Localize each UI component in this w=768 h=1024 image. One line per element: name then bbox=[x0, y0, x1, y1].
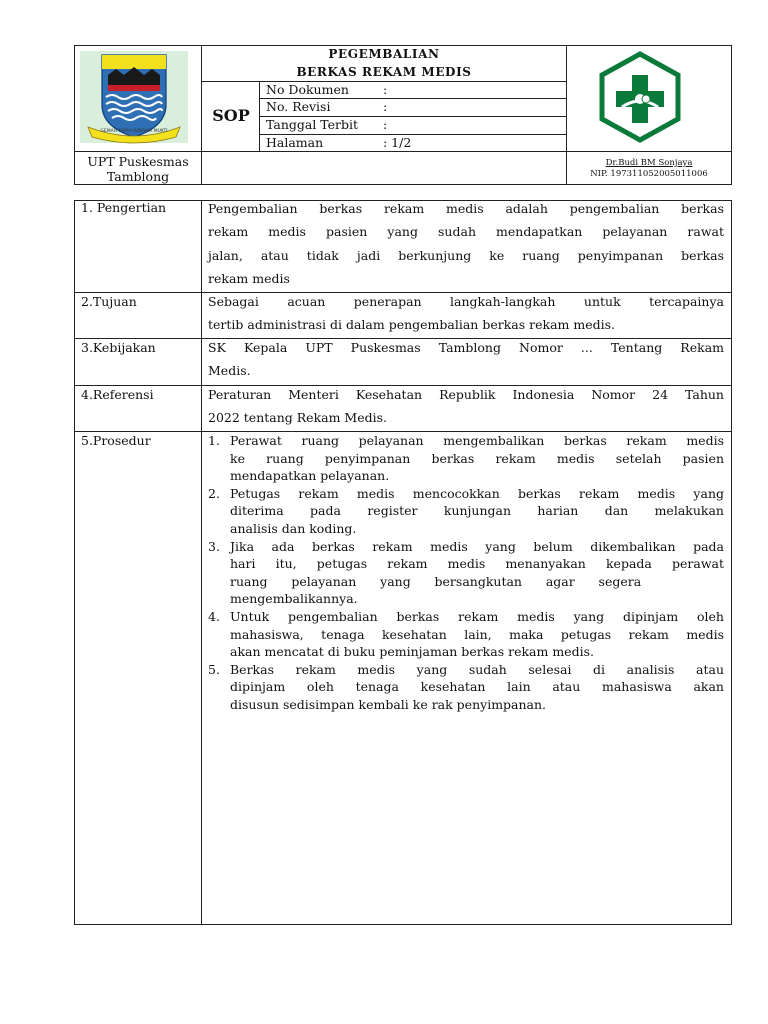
text-line: Sebagai acuan penerapan langkah-langkah untuk tercapainya bbox=[208, 294, 724, 309]
text-line: Untuk pengembalian berkas rekam medis yang dipinjam oleh bbox=[230, 608, 724, 624]
meta-label-tanggal-terbit: Tanggal Terbit bbox=[266, 117, 359, 132]
section-label-kebijakan: 3.Kebijakan bbox=[81, 340, 156, 355]
meta-label-no-revisi: No. Revisi bbox=[266, 99, 331, 114]
text-line: SK Kepala UPT Puskesmas Tamblong Nomor ... Tentang Rekam bbox=[208, 340, 724, 355]
text-line: hari itu, petugas rekam medis menanyakan kepada perawat bbox=[230, 556, 724, 572]
organization-name bbox=[75, 154, 201, 184]
text-line: Perawat ruang pelayanan mengembalikan berkas rekam medis bbox=[230, 433, 724, 448]
text-line: diterima pada register kunjungan harian dan melakukan bbox=[230, 503, 724, 519]
text-line: Medis. bbox=[208, 363, 251, 379]
signer-name: Dr.Budi BM Sonjaya bbox=[605, 158, 693, 168]
meta-value-no-dokumen: : bbox=[383, 82, 388, 97]
text-line: tertib administrasi di dalam pengembalian berkas rekam medis. bbox=[208, 317, 615, 333]
text-line: Berkas rekam medis yang sudah selesai di analisis atau bbox=[230, 661, 724, 677]
section-label-pengertian: 1. Pengertian bbox=[81, 200, 167, 215]
text-line: rekam medis bbox=[208, 270, 290, 286]
logo-banner-text: GEMAH RIPAH WIBAWA MUKTI bbox=[100, 129, 168, 134]
step-number: 3. bbox=[208, 538, 220, 554]
procedure-step bbox=[208, 538, 724, 608]
step-number: 1. bbox=[208, 433, 220, 448]
procedure-step bbox=[208, 608, 724, 661]
step-number: 2. bbox=[208, 485, 220, 501]
text-line: ruang pelayanan yang bersangkutan agar segera bbox=[230, 573, 642, 589]
meta-label-halaman: Halaman bbox=[266, 135, 324, 150]
text-line: Jika ada berkas rekam medis yang belum dikembalikan pada bbox=[230, 538, 724, 554]
meta-value-tanggal-terbit: : bbox=[383, 117, 388, 132]
text-line: mendapatkan pelayanan. bbox=[230, 468, 390, 484]
meta-label-no-dokumen: No Dokumen bbox=[266, 82, 349, 97]
step-number: 5. bbox=[208, 661, 220, 677]
text-line: Peraturan Menteri Kesehatan Republik Indonesia Nomor 24 Tahun bbox=[208, 387, 724, 402]
section-body-tujuan bbox=[208, 290, 724, 337]
meta-value-halaman: : 1/2 bbox=[383, 135, 412, 150]
organization-name-line-2: Tamblong bbox=[106, 169, 170, 184]
document-title-line-2: BERKAS REKAM MEDIS bbox=[296, 65, 472, 79]
procedure-list bbox=[208, 432, 724, 714]
section-body-kebijakan bbox=[208, 336, 724, 383]
organization-name-line-1: UPT Puskesmas bbox=[87, 154, 189, 169]
regional-logo bbox=[78, 49, 190, 145]
procedure-step bbox=[208, 485, 724, 538]
text-line: rekam medis pasien yang sudah mendapatkan pelayanan rawat bbox=[208, 224, 724, 240]
meta-value-no-revisi: : bbox=[383, 99, 388, 114]
text-line: jalan, atau tidak jadi berkunjung ke ruang penyimpanan berkas bbox=[208, 247, 724, 263]
puskesmas-cross-icon bbox=[594, 51, 686, 143]
text-line: Pengembalian berkas rekam medis adalah pengembalian berkas bbox=[208, 201, 724, 216]
text-line: dipinjam oleh tenaga kesehatan lain atau mahasiswa akan bbox=[230, 679, 724, 695]
text-line: 2022 tentang Rekam Medis. bbox=[208, 410, 388, 426]
signer-nip: NIP. 197311052005011006 bbox=[590, 169, 708, 179]
section-label-tujuan: 2.Tujuan bbox=[81, 294, 137, 309]
text-line: mengembalikannya. bbox=[230, 591, 358, 607]
sop-label: SOP bbox=[212, 106, 250, 125]
text-line: ke ruang penyimpanan berkas rekam medis setelah pasien bbox=[230, 450, 724, 466]
section-body-pengertian bbox=[208, 197, 724, 290]
text-line: analisis dan koding. bbox=[230, 520, 357, 536]
section-body-referensi bbox=[208, 383, 724, 430]
text-line: Petugas rekam medis mencocokkan berkas rekam medis yang bbox=[230, 485, 724, 501]
section-label-referensi: 4.Referensi bbox=[81, 387, 154, 402]
step-number: 4. bbox=[208, 608, 220, 624]
puskesmas-logo bbox=[594, 51, 686, 143]
text-line: akan mencatat di buku peminjaman berkas rekam medis. bbox=[230, 644, 594, 660]
text-line: mahasiswa, tenaga kesehatan lain, maka petugas rekam medis bbox=[230, 626, 724, 642]
procedure-step bbox=[208, 432, 724, 485]
document-title-line-1: PEGEMBALIAN bbox=[328, 47, 440, 61]
section-label-prosedur: 5.Prosedur bbox=[81, 433, 151, 448]
text-line: disusun sedisimpan kembali ke rak penyimpanan. bbox=[230, 696, 547, 712]
procedure-step bbox=[208, 661, 724, 714]
